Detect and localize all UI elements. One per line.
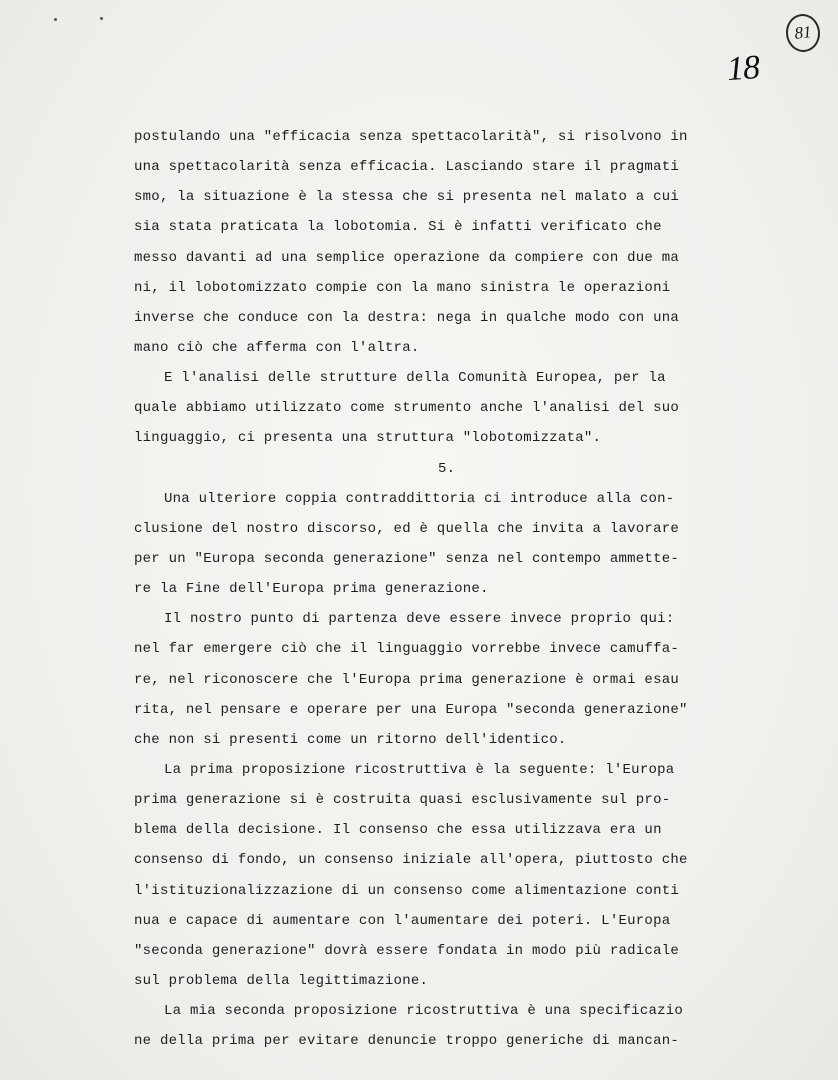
text-line: linguaggio, ci presenta una struttura "lobotomizzata". [134,430,602,447]
text-line: "seconda generazione" dovrà essere fondata in modo più radicale [134,942,680,959]
paragraph-first-line: Il nostro punto di partenza deve essere invece proprio qui: [164,611,675,628]
text-line: che non si presenti come un ritorno dell'identico. [134,731,567,748]
paragraph-first-line: La prima proposizione ricostruttiva è la seguente: l'Europa [164,761,675,778]
text-line: consenso di fondo, un consenso iniziale all'opera, piuttosto che [134,852,688,869]
text-line: nel far emergere ciò che il linguaggio vorrebbe invece camuffa- [134,641,680,658]
text-line: nua e capace di aumentare con l'aumentare dei poteri. L'Europa [134,912,671,929]
handwritten-page-number: 18 [725,48,761,89]
archive-number-stamp: 81 [784,12,822,53]
text-line: messo davanti ad una semplice operazione da compiere con due ma [134,249,680,266]
text-line: prima generazione si è costruita quasi esclusivamente sul pro- [134,792,671,809]
text-line: mano ciò che afferma con l'altra. [134,339,420,356]
paper-speck [100,17,103,20]
text-line: clusione del nostro discorso, ed è quella che invita a lavorare [134,520,680,537]
text-line: re la Fine dell'Europa prima generazione. [134,581,489,598]
paragraph-first-line: La mia seconda proposizione ricostruttiva è una specificazio [164,1003,684,1020]
text-line: quale abbiamo utilizzato come strumento anche l'analisi del suo [134,400,680,417]
text-line: sul problema della legittimazione. [134,972,429,989]
text-line: per un "Europa seconda generazione" senza nel contempo ammette- [134,550,680,567]
typed-text-body [134,122,764,1056]
section-number: 5. [438,460,456,477]
text-line: inverse che conduce con la destra: nega in qualche modo con una [134,309,680,326]
text-line: ni, il lobotomizzato compie con la mano sinistra le operazioni [134,279,671,296]
text-line: re, nel riconoscere che l'Europa prima generazione è ormai esau [134,671,680,688]
text-line: smo, la situazione è la stessa che si presenta nel malato a cui [134,189,680,206]
paragraph-first-line: Una ulteriore coppia contraddittoria ci introduce alla con- [164,490,675,507]
text-line: una spettacolarità senza efficacia. Lasciando stare il pragmati [134,159,680,176]
text-line: postulando una "efficacia senza spettacolarità", si risolvono in [134,129,688,145]
text-line: rita, nel pensare e operare per una Europa "seconda generazione" [134,701,688,718]
paper-speck [54,18,57,21]
text-line: ne della prima per evitare denuncie troppo generiche di mancan- [134,1033,680,1050]
text-line: l'istituzionalizzazione di un consenso come alimentazione conti [134,882,680,899]
paragraph-first-line: E l'analisi delle strutture della Comunità Europea, per la [164,370,666,387]
text-line: sia stata praticata la lobotomia. Si è infatti verificato che [134,219,662,236]
text-line: blema della decisione. Il consenso che essa utilizzava era un [134,822,662,839]
